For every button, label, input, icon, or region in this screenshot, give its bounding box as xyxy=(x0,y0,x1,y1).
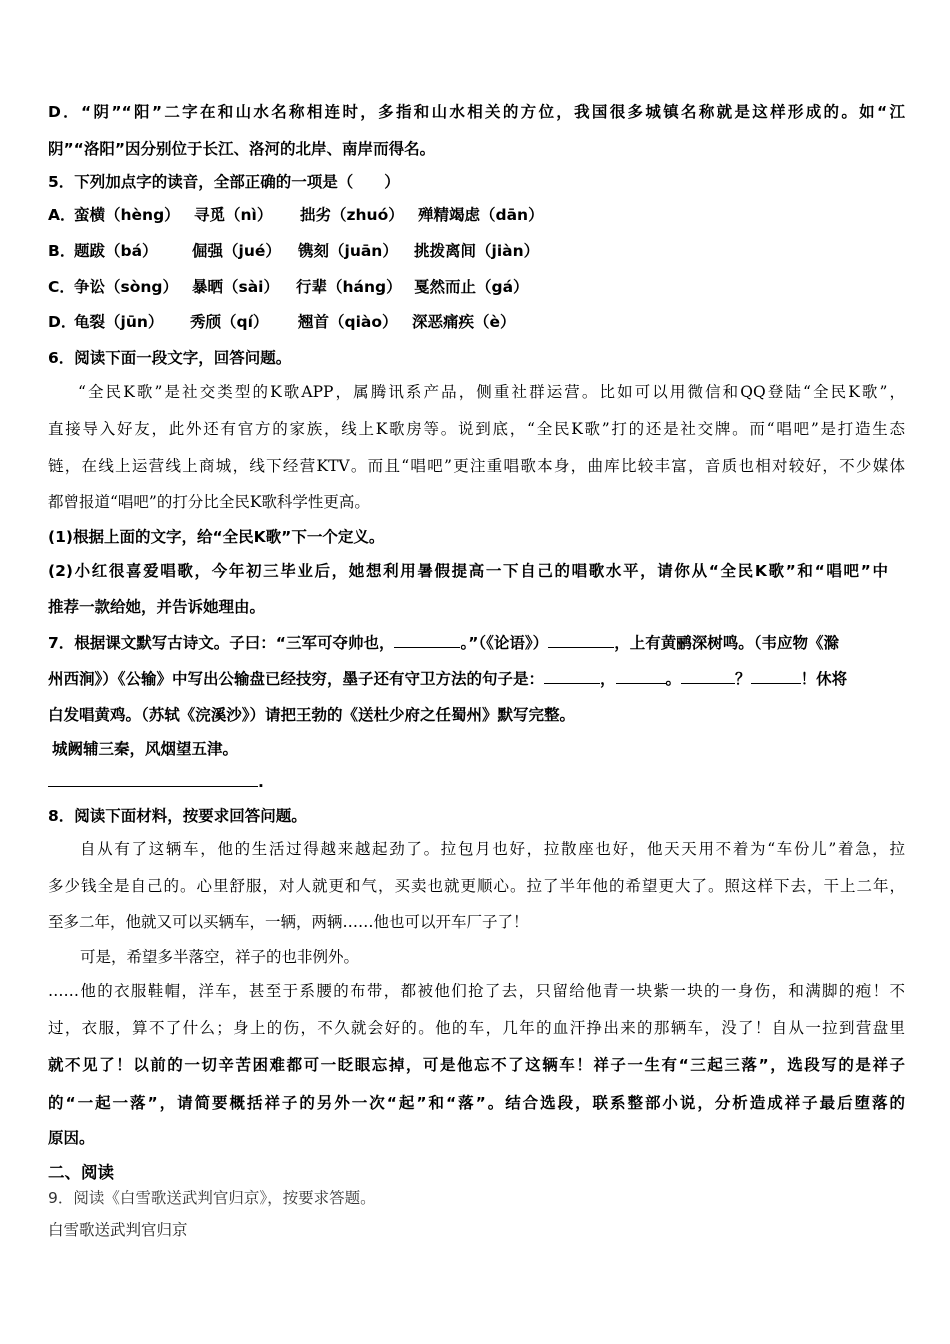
option-item: 镌刻（juān） xyxy=(298,242,398,260)
option-item: 殚精竭虑（dān） xyxy=(418,206,544,224)
q7-text: ！休将 xyxy=(800,670,848,688)
option-item: 倔强（jué） xyxy=(192,242,281,260)
option-label: A． xyxy=(48,206,76,224)
poem-title: 白雪歌送武判官归京 xyxy=(48,1221,188,1239)
option-item: 翘首（qiào） xyxy=(298,313,398,331)
q7-text: 7．根据课文默写古诗文。子曰：“三军可夺帅也， xyxy=(48,634,395,652)
q7-text: 。 xyxy=(665,670,682,688)
option-item: 题跋（bá） xyxy=(74,242,158,260)
q4-option-d-line2: 阴”“洛阳”因分别位于长江、洛河的北岸、南岸而得名。 xyxy=(48,140,436,158)
answer-blank[interactable] xyxy=(48,772,258,787)
q6-sub-question-2-line1: (2)小红很喜爱唱歌，今年初三毕业后，她想利用暑假提高一下自己的唱歌水平，请你从“全民K歌”和“唱吧”中 xyxy=(48,562,888,580)
q5-option-b xyxy=(48,241,548,261)
option-label: D． xyxy=(48,313,77,331)
q5-option-a xyxy=(48,205,548,225)
option-label: C． xyxy=(48,278,75,296)
option-item: 行辈（háng） xyxy=(296,278,402,296)
q6-passage-line: 都曾报道“唱吧”的打分比全民K歌科学性更高。 xyxy=(48,493,370,511)
q6-passage-line: 链，在线上运营线上商城，线下经营KTV。而且“唱吧”更注重唱歌本身，曲库比较丰富，音质也相对较好，不少媒体 xyxy=(48,457,905,475)
option-item: 争讼（sòng） xyxy=(74,278,179,296)
option-item: 戛然而止（gá） xyxy=(414,278,529,296)
q6-sub-question-1: (1)根据上面的文字，给“全民K歌”下一个定义。 xyxy=(48,528,385,546)
q7-text: ， xyxy=(600,670,616,688)
q8-question-line: 就不见了！以前的一切辛苦困难都可一眨眼忘掉，可是他忘不了这辆车！祥子一生有“三起三落”，选段写的是祥子 xyxy=(48,1056,905,1074)
q8-stem: 8．阅读下面材料，按要求回答问题。 xyxy=(48,807,307,825)
q5-option-d xyxy=(48,312,548,332)
q6-passage-line: “全民K歌”是社交类型的K歌APP，属腾讯系产品，侧重社群运营。比如可以用微信和QQ登陆“全民K歌”， xyxy=(78,383,905,401)
answer-blank[interactable] xyxy=(394,633,460,648)
answer-blank[interactable] xyxy=(548,633,614,648)
q8-passage-line: ……他的衣服鞋帽，洋车，甚至于系腰的布带，都被他们抢了去，只留给他青一块紫一块的一身伤，和满脚的疱！不 xyxy=(48,982,905,1000)
answer-blank[interactable] xyxy=(681,669,735,684)
q8-passage-line: 自从有了这辆车，他的生活过得越来越起劲了。拉包月也好，拉散座也好，他天天用不着为“车份儿”着急，拉 xyxy=(80,840,905,858)
answer-blank[interactable] xyxy=(751,669,801,684)
q7-poem-line: 城阙辅三秦，风烟望五津。 xyxy=(52,740,239,758)
q8-passage-line: 多少钱全是自己的。心里舒服，对人就更和气，买卖也就更顺心。拉了半年他的希望更大了。照这样下去，干上二年， xyxy=(48,877,905,895)
q7-line1 xyxy=(48,633,839,653)
q6-passage-line: 直接导入好友，此外还有官方的家族，线上K歌房等。说到底，“全民K歌”打的还是社交牌。而“唱吧”是打造生态 xyxy=(48,420,905,438)
option-label: B． xyxy=(48,242,76,260)
q8-passage-line: 可是，希望多半落空，祥子的也非例外。 xyxy=(80,948,360,966)
q7-text: 。”（《论语》） xyxy=(460,634,549,652)
answer-blank[interactable] xyxy=(544,669,600,684)
q6-stem: 6．阅读下面一段文字，回答问题。 xyxy=(48,349,292,367)
q8-question-line: 原因。 xyxy=(48,1129,95,1147)
q8-question-line: 的“一起一落”，请简要概括祥子的另外一次“起”和“落”。结合选段，联系整部小说，分析造成祥子最后堕落的 xyxy=(48,1094,905,1112)
option-item: 挑拨离间（jiàn） xyxy=(414,242,540,260)
section-heading: 二、阅读 xyxy=(48,1163,114,1182)
q4-option-d-line1: D．“阴”“阳”二字在和山水名称相连时，多指和山水相关的方位，我国很多城镇名称就是这样形成的。如“江 xyxy=(48,103,905,121)
option-item: 秀颀（qí） xyxy=(190,313,269,331)
option-item: 暴晒（sài） xyxy=(192,278,279,296)
q6-sub-question-2-line2: 推荐一款给她，并告诉她理由。 xyxy=(48,598,266,616)
answer-blank[interactable] xyxy=(616,669,666,684)
option-item: 深恶痛疾（è） xyxy=(412,313,516,331)
q7-text: 州西涧》）《公输》中写出公输盘已经技穷，墨子还有守卫方法的句子是： xyxy=(48,670,545,688)
q5-option-c xyxy=(48,277,548,297)
q7-answer-line xyxy=(48,772,264,792)
option-item: 寻觅（nì） xyxy=(194,206,273,224)
q7-line2 xyxy=(48,669,847,689)
q7-text: . xyxy=(258,773,264,791)
q7-line3: 白发唱黄鸡。（苏轼《浣溪沙》）请把王勃的《送杜少府之任蜀州》默写完整。 xyxy=(48,706,576,724)
q8-passage-line: 至多二年，他就又可以买辆车，一辆，两辆……他也可以开车厂子了！ xyxy=(48,913,529,931)
option-item: 龟裂（jūn） xyxy=(74,313,164,331)
q7-text: ？ xyxy=(735,670,751,688)
option-item: 蛮横（hèng） xyxy=(74,206,180,224)
q5-stem: 5．下列加点字的读音，全部正确的一项是（ ） xyxy=(48,173,400,191)
q9-stem: 9．阅读《白雪歌送武判官归京》，按要求答题。 xyxy=(48,1189,376,1207)
q8-passage-line: 过，衣服，算不了什么；身上的伤，不久就会好的。他的车，几年的血汗挣出来的那辆车，没了！自从一拉到营盘里 xyxy=(48,1019,905,1037)
q7-text: ，上有黄鹂深树鸣。（韦应物《滁 xyxy=(614,634,839,652)
option-item: 拙劣（zhuó） xyxy=(300,206,404,224)
